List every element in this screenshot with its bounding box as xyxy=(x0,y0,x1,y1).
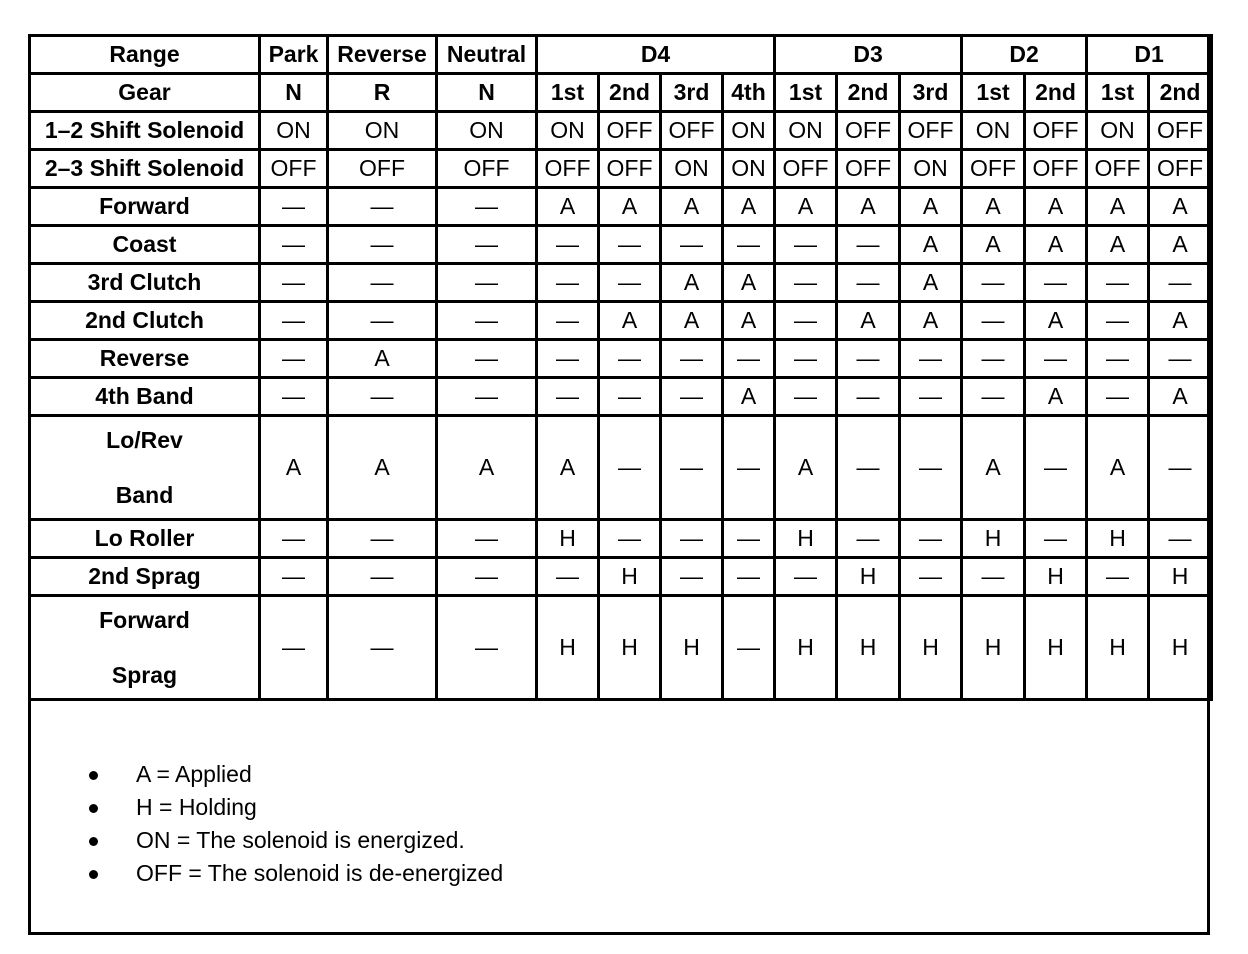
table-cell: — xyxy=(1149,264,1212,302)
row-label: Coast xyxy=(30,226,260,264)
table-cell: OFF xyxy=(775,150,837,188)
table-cell: ON xyxy=(1087,112,1149,150)
table-cell: ON xyxy=(260,112,328,150)
table-cell: — xyxy=(260,302,328,340)
table-cell: A xyxy=(837,188,900,226)
table-cell: — xyxy=(775,558,837,596)
table-cell: A xyxy=(661,264,723,302)
bullet-icon xyxy=(89,870,98,879)
table-cell: — xyxy=(599,264,661,302)
table-cell: OFF xyxy=(1025,150,1087,188)
table-cell: — xyxy=(1025,340,1087,378)
table-cell: OFF xyxy=(837,112,900,150)
table-row xyxy=(30,226,1212,264)
table-cell: H xyxy=(837,558,900,596)
table-cell: A xyxy=(900,264,962,302)
table-cell: — xyxy=(723,596,775,700)
table-cell: — xyxy=(1087,378,1149,416)
table-cell: — xyxy=(437,302,537,340)
table-cell: A xyxy=(775,188,837,226)
table-cell: A xyxy=(1149,188,1212,226)
table-cell: — xyxy=(962,340,1025,378)
table-cell: A xyxy=(1149,302,1212,340)
row-label-line1: Forward xyxy=(99,606,190,633)
table-cell: H xyxy=(1087,520,1149,558)
table-cell: — xyxy=(661,416,723,520)
table-cell: A xyxy=(837,302,900,340)
table-cell: ON xyxy=(661,150,723,188)
table-cell: OFF xyxy=(837,150,900,188)
table-row xyxy=(30,340,1212,378)
table-cell: A xyxy=(723,188,775,226)
range-d4: D4 xyxy=(537,36,775,74)
table-cell: — xyxy=(661,558,723,596)
table-cell: — xyxy=(723,520,775,558)
table-cell: — xyxy=(537,378,599,416)
table-cell: A xyxy=(723,378,775,416)
table-cell: H xyxy=(1025,596,1087,700)
table-cell: A xyxy=(962,188,1025,226)
table-row xyxy=(30,378,1212,416)
table-cell: ON xyxy=(723,112,775,150)
table-cell: H xyxy=(1087,596,1149,700)
table-cell: — xyxy=(661,340,723,378)
table-cell: H xyxy=(775,520,837,558)
table-cell: — xyxy=(837,340,900,378)
table-cell: — xyxy=(537,226,599,264)
table-cell: A xyxy=(661,188,723,226)
table-row xyxy=(30,416,1212,520)
table-cell: 1st xyxy=(775,74,837,112)
table-cell: H xyxy=(775,596,837,700)
table-cell: — xyxy=(328,264,437,302)
table-cell: OFF xyxy=(437,150,537,188)
table-cell: ON xyxy=(900,150,962,188)
table-cell: — xyxy=(260,378,328,416)
table-cell: H xyxy=(837,596,900,700)
row-label: 2nd Sprag xyxy=(30,558,260,596)
row-label-line2: Sprag xyxy=(111,661,178,688)
table-cell: OFF xyxy=(1149,150,1212,188)
table-cell: — xyxy=(775,340,837,378)
table-cell: N xyxy=(260,74,328,112)
table-cell: — xyxy=(1087,264,1149,302)
table-cell: A xyxy=(328,340,437,378)
table-cell: — xyxy=(962,558,1025,596)
table-cell: H xyxy=(1025,558,1087,596)
range-d3: D3 xyxy=(775,36,962,74)
table-row xyxy=(30,520,1212,558)
table-cell: A xyxy=(1149,226,1212,264)
table-cell: A xyxy=(1025,226,1087,264)
table-cell: A xyxy=(723,302,775,340)
row-label: Gear xyxy=(30,74,260,112)
table-cell: A xyxy=(775,416,837,520)
table-cell: — xyxy=(328,188,437,226)
table-cell: — xyxy=(599,226,661,264)
table-cell: — xyxy=(1149,520,1212,558)
table-cell: A xyxy=(723,264,775,302)
table-cell: 2nd xyxy=(837,74,900,112)
table-cell: 3rd xyxy=(661,74,723,112)
table-cell: OFF xyxy=(661,112,723,150)
table-cell: — xyxy=(599,378,661,416)
legend-list xyxy=(80,758,503,890)
table-cell: — xyxy=(837,416,900,520)
table-cell: OFF xyxy=(1149,112,1212,150)
row-label: 2nd Clutch xyxy=(30,302,260,340)
legend-text: ON = The solenoid is energized. xyxy=(136,827,465,853)
table-cell: ON xyxy=(537,112,599,150)
table-cell: — xyxy=(437,188,537,226)
table-row xyxy=(30,74,1212,112)
table-cell: H xyxy=(900,596,962,700)
table-cell: — xyxy=(437,264,537,302)
table-cell: A xyxy=(1087,226,1149,264)
table-cell: A xyxy=(599,188,661,226)
table-cell: 2nd xyxy=(1025,74,1087,112)
table-cell: — xyxy=(723,226,775,264)
row-label: 4th Band xyxy=(30,378,260,416)
table-row xyxy=(30,596,1212,700)
table-cell: H xyxy=(599,596,661,700)
table-cell: — xyxy=(962,302,1025,340)
legend-item xyxy=(80,791,503,824)
table-cell: — xyxy=(900,520,962,558)
table-cell: — xyxy=(328,520,437,558)
table-cell: — xyxy=(775,226,837,264)
table-cell: A xyxy=(900,226,962,264)
table-cell: H xyxy=(661,596,723,700)
table-cell: — xyxy=(723,558,775,596)
table-cell: A xyxy=(1025,188,1087,226)
table-cell: A xyxy=(661,302,723,340)
table-cell: OFF xyxy=(962,150,1025,188)
range-park: Park xyxy=(260,36,328,74)
table-cell: 2nd xyxy=(599,74,661,112)
table-cell: 3rd xyxy=(900,74,962,112)
table-cell: 4th xyxy=(723,74,775,112)
table-cell: — xyxy=(1087,302,1149,340)
table-cell: A xyxy=(328,416,437,520)
table-cell: H xyxy=(1149,558,1212,596)
table-row xyxy=(30,264,1212,302)
table-cell: — xyxy=(775,302,837,340)
table-cell: — xyxy=(328,226,437,264)
table-cell: N xyxy=(437,74,537,112)
table-cell: A xyxy=(599,302,661,340)
table-cell: — xyxy=(260,340,328,378)
row-label: Lo Roller xyxy=(30,520,260,558)
table-row xyxy=(30,558,1212,596)
range-header-row xyxy=(30,36,1212,74)
table-cell: — xyxy=(837,226,900,264)
table-cell: — xyxy=(437,340,537,378)
table-cell: H xyxy=(537,520,599,558)
table-cell: — xyxy=(900,378,962,416)
table-cell: — xyxy=(537,558,599,596)
table-cell: OFF xyxy=(900,112,962,150)
table-cell: A xyxy=(900,302,962,340)
table-cell: — xyxy=(837,378,900,416)
table-cell: — xyxy=(537,340,599,378)
table-cell: A xyxy=(437,416,537,520)
table-row xyxy=(30,302,1212,340)
table-cell: — xyxy=(537,302,599,340)
legend-text: A = Applied xyxy=(136,761,252,787)
row-label-line2: Band xyxy=(115,481,174,508)
table-cell: — xyxy=(1025,520,1087,558)
row-label xyxy=(30,416,260,520)
row-label-line1: Lo/Rev xyxy=(106,426,183,453)
table-cell: R xyxy=(328,74,437,112)
table-cell: — xyxy=(661,226,723,264)
table-cell: — xyxy=(260,520,328,558)
range-neutral: Neutral xyxy=(437,36,537,74)
table-cell: H xyxy=(537,596,599,700)
table-cell: ON xyxy=(962,112,1025,150)
table-cell: — xyxy=(775,264,837,302)
legend-text: OFF = The solenoid is de-energized xyxy=(136,860,504,886)
bullet-icon xyxy=(89,804,98,813)
table-cell: A xyxy=(1087,188,1149,226)
table-cell: OFF xyxy=(537,150,599,188)
table-cell: — xyxy=(1025,264,1087,302)
table-cell: H xyxy=(962,596,1025,700)
legend-item xyxy=(80,758,503,791)
table-cell: ON xyxy=(775,112,837,150)
table-cell: — xyxy=(437,226,537,264)
row-label: 2–3 Shift Solenoid xyxy=(30,150,260,188)
table-cell: — xyxy=(1025,416,1087,520)
table-cell: — xyxy=(437,558,537,596)
range-header-label: Range xyxy=(30,36,260,74)
legend-item xyxy=(80,824,503,857)
table-cell: — xyxy=(260,226,328,264)
table-cell: A xyxy=(260,416,328,520)
table-cell: A xyxy=(1149,378,1212,416)
table-cell: — xyxy=(775,378,837,416)
table-cell: 2nd xyxy=(1149,74,1212,112)
table-cell: OFF xyxy=(599,112,661,150)
shift-table xyxy=(28,34,1213,701)
table-cell: — xyxy=(837,264,900,302)
table-cell: ON xyxy=(723,150,775,188)
table-cell: — xyxy=(599,520,661,558)
row-label: 3rd Clutch xyxy=(30,264,260,302)
bullet-icon xyxy=(89,771,98,780)
table-cell: — xyxy=(537,264,599,302)
table-cell: — xyxy=(1149,416,1212,520)
table-cell: ON xyxy=(437,112,537,150)
table-cell: — xyxy=(962,264,1025,302)
table-cell: — xyxy=(437,520,537,558)
table-cell: — xyxy=(437,596,537,700)
table-cell: — xyxy=(661,378,723,416)
table-cell: 1st xyxy=(1087,74,1149,112)
table-cell: A xyxy=(1087,416,1149,520)
row-label xyxy=(30,596,260,700)
legend-item xyxy=(80,857,503,890)
table-cell: A xyxy=(900,188,962,226)
table-cell: — xyxy=(900,558,962,596)
table-cell: — xyxy=(260,558,328,596)
table-cell: — xyxy=(1087,340,1149,378)
table-cell: — xyxy=(328,596,437,700)
table-cell: — xyxy=(260,188,328,226)
table-cell: — xyxy=(900,340,962,378)
table-row xyxy=(30,188,1212,226)
table-cell: OFF xyxy=(260,150,328,188)
row-label: Forward xyxy=(30,188,260,226)
range-reverse: Reverse xyxy=(328,36,437,74)
table-cell: A xyxy=(537,416,599,520)
table-row xyxy=(30,112,1212,150)
table-cell: A xyxy=(1025,378,1087,416)
table-cell: — xyxy=(260,264,328,302)
table-cell: — xyxy=(723,416,775,520)
table-cell: — xyxy=(328,378,437,416)
table-cell: — xyxy=(723,340,775,378)
table-cell: — xyxy=(837,520,900,558)
table-cell: H xyxy=(962,520,1025,558)
table-cell: A xyxy=(1025,302,1087,340)
table-cell: H xyxy=(1149,596,1212,700)
table-cell: — xyxy=(1149,340,1212,378)
table-cell: OFF xyxy=(599,150,661,188)
row-label: 1–2 Shift Solenoid xyxy=(30,112,260,150)
table-cell: — xyxy=(900,416,962,520)
table-cell: OFF xyxy=(328,150,437,188)
table-cell: H xyxy=(599,558,661,596)
table-cell: — xyxy=(599,340,661,378)
table-cell: A xyxy=(962,226,1025,264)
table-cell: ON xyxy=(328,112,437,150)
table-cell: A xyxy=(537,188,599,226)
table-cell: A xyxy=(962,416,1025,520)
bullet-icon xyxy=(89,837,98,846)
legend-text: H = Holding xyxy=(136,794,257,820)
table-cell: — xyxy=(328,558,437,596)
table-cell: — xyxy=(962,378,1025,416)
table-cell: — xyxy=(437,378,537,416)
range-d2: D2 xyxy=(962,36,1087,74)
table-cell: OFF xyxy=(1025,112,1087,150)
row-label: Reverse xyxy=(30,340,260,378)
range-d1: D1 xyxy=(1087,36,1212,74)
table-cell: — xyxy=(661,520,723,558)
table-cell: — xyxy=(599,416,661,520)
table-cell: 1st xyxy=(537,74,599,112)
table-cell: — xyxy=(260,596,328,700)
table-row xyxy=(30,150,1212,188)
table-cell: — xyxy=(328,302,437,340)
table-cell: — xyxy=(1087,558,1149,596)
table-cell: OFF xyxy=(1087,150,1149,188)
table-cell: 1st xyxy=(962,74,1025,112)
